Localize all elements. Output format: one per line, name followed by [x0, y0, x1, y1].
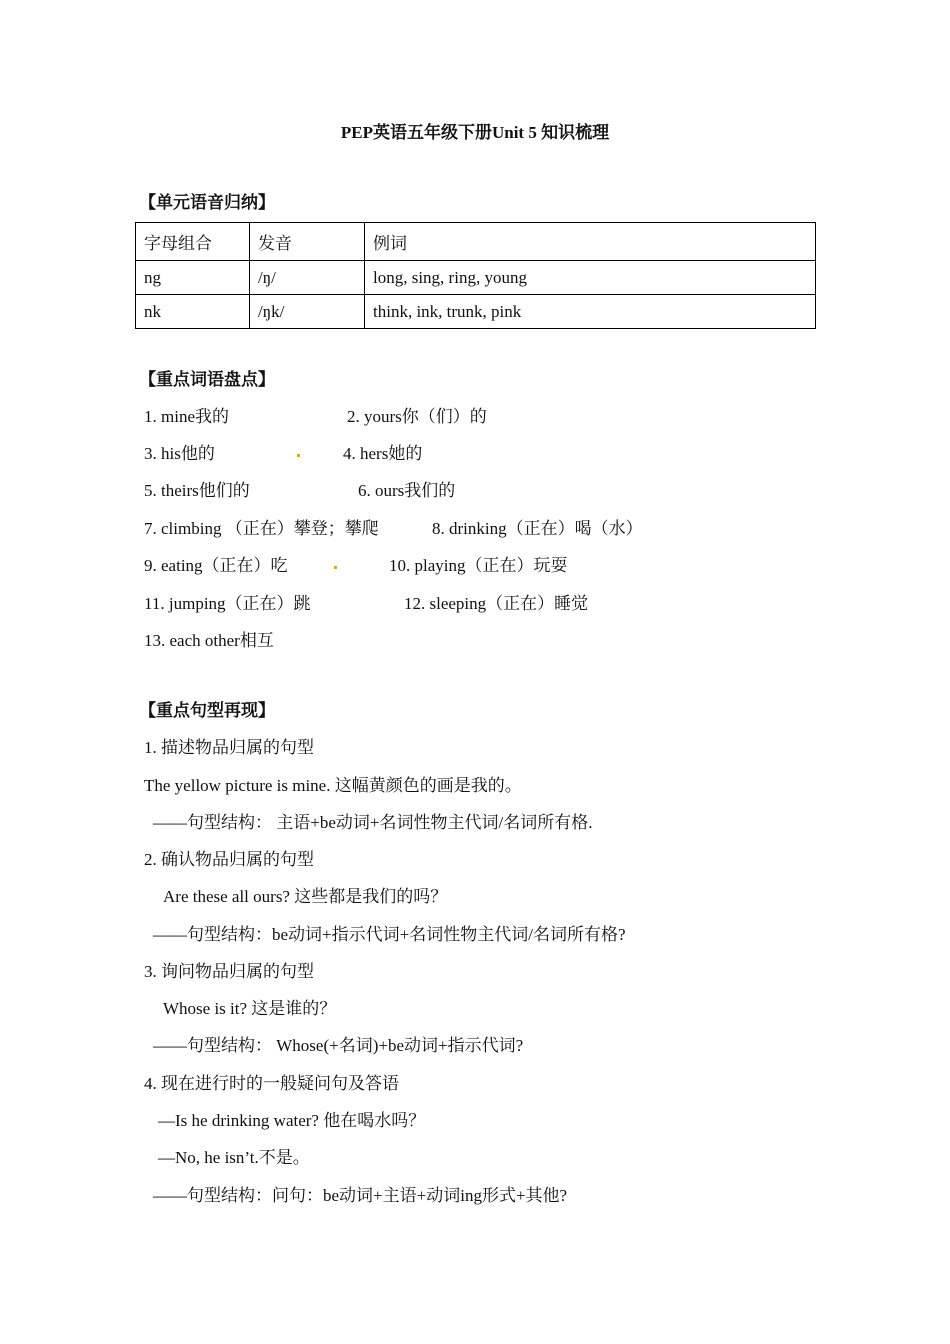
sentence-line: ——句型结构：be动词+指示代词+名词性物主代词/名词所有格?: [153, 925, 626, 944]
phonics-table: [135, 222, 816, 329]
table-cell: /ŋk/: [250, 295, 365, 329]
table-header-cell: 字母组合: [136, 223, 250, 261]
vocab-heading: 【重点词语盘点】: [139, 370, 275, 389]
sentences-heading: 【重点句型再现】: [139, 701, 275, 720]
vocab-item: 13. each other相互: [144, 631, 274, 650]
table-cell: ng: [136, 261, 250, 295]
sentence-line: —Is he drinking water? 他在喝水吗？: [158, 1111, 426, 1130]
sentence-line: —No, he isn’t.不是。: [158, 1148, 310, 1167]
vocab-item: 11. jumping（正在）跳: [144, 594, 311, 613]
document-title: PEP英语五年级下册Unit 5 知识梳理: [340, 123, 610, 142]
table-header-cell: 例词: [365, 223, 816, 261]
sentence-line: 3. 询问物品归属的句型: [144, 962, 314, 981]
vocab-item: 4. hers她的: [343, 444, 423, 463]
vocab-item: 1. mine我的: [144, 407, 229, 426]
vocab-item: 7. climbing （正在）攀登；攀爬: [144, 519, 379, 538]
vocab-item: 2. yours你（们）的: [347, 407, 487, 426]
table-row: [136, 261, 816, 295]
sentence-line: 1. 描述物品归属的句型: [144, 738, 314, 757]
sentence-line: ——句型结构： Whose(+名词)+be动词+指示代词?: [153, 1036, 524, 1055]
sentence-line: Whose is it? 这是谁的？: [163, 999, 337, 1018]
sentence-line: 2. 确认物品归属的句型: [144, 850, 314, 869]
vocab-item: 9. eating（正在）吃: [144, 556, 288, 575]
vocab-item: 12. sleeping（正在）睡觉: [404, 594, 589, 613]
mark-dot: [334, 566, 337, 569]
vocab-item: 3. his他的: [144, 444, 215, 463]
table-header-cell: 发音: [250, 223, 365, 261]
vocab-item: 8. drinking（正在）喝（水）: [432, 519, 643, 538]
table-row: [136, 295, 816, 329]
table-cell: nk: [136, 295, 250, 329]
table-cell: think, ink, trunk, pink: [365, 295, 816, 329]
sentence-line: Are these all ours? 这些都是我们的吗？: [163, 887, 448, 906]
sentence-line: The yellow picture is mine. 这幅黄颜色的画是我的。: [144, 776, 522, 795]
mark-dot: [297, 454, 300, 457]
vocab-item: 10. playing（正在）玩耍: [389, 556, 568, 575]
table-header-row: [136, 223, 816, 261]
table-cell: /ŋ/: [250, 261, 365, 295]
vocab-item: 5. theirs他们的: [144, 481, 250, 500]
sentence-line: 4. 现在进行时的一般疑问句及答语: [144, 1074, 399, 1093]
sentence-line: ——句型结构： 主语+be动词+名词性物主代词/名词所有格.: [153, 813, 593, 832]
vocab-item: 6. ours我们的: [358, 481, 456, 500]
sentence-line: ——句型结构：问句：be动词+主语+动词ing形式+其他?: [153, 1186, 568, 1205]
table-cell: long, sing, ring, young: [365, 261, 816, 295]
phonics-heading: 【单元语音归纳】: [139, 193, 275, 212]
